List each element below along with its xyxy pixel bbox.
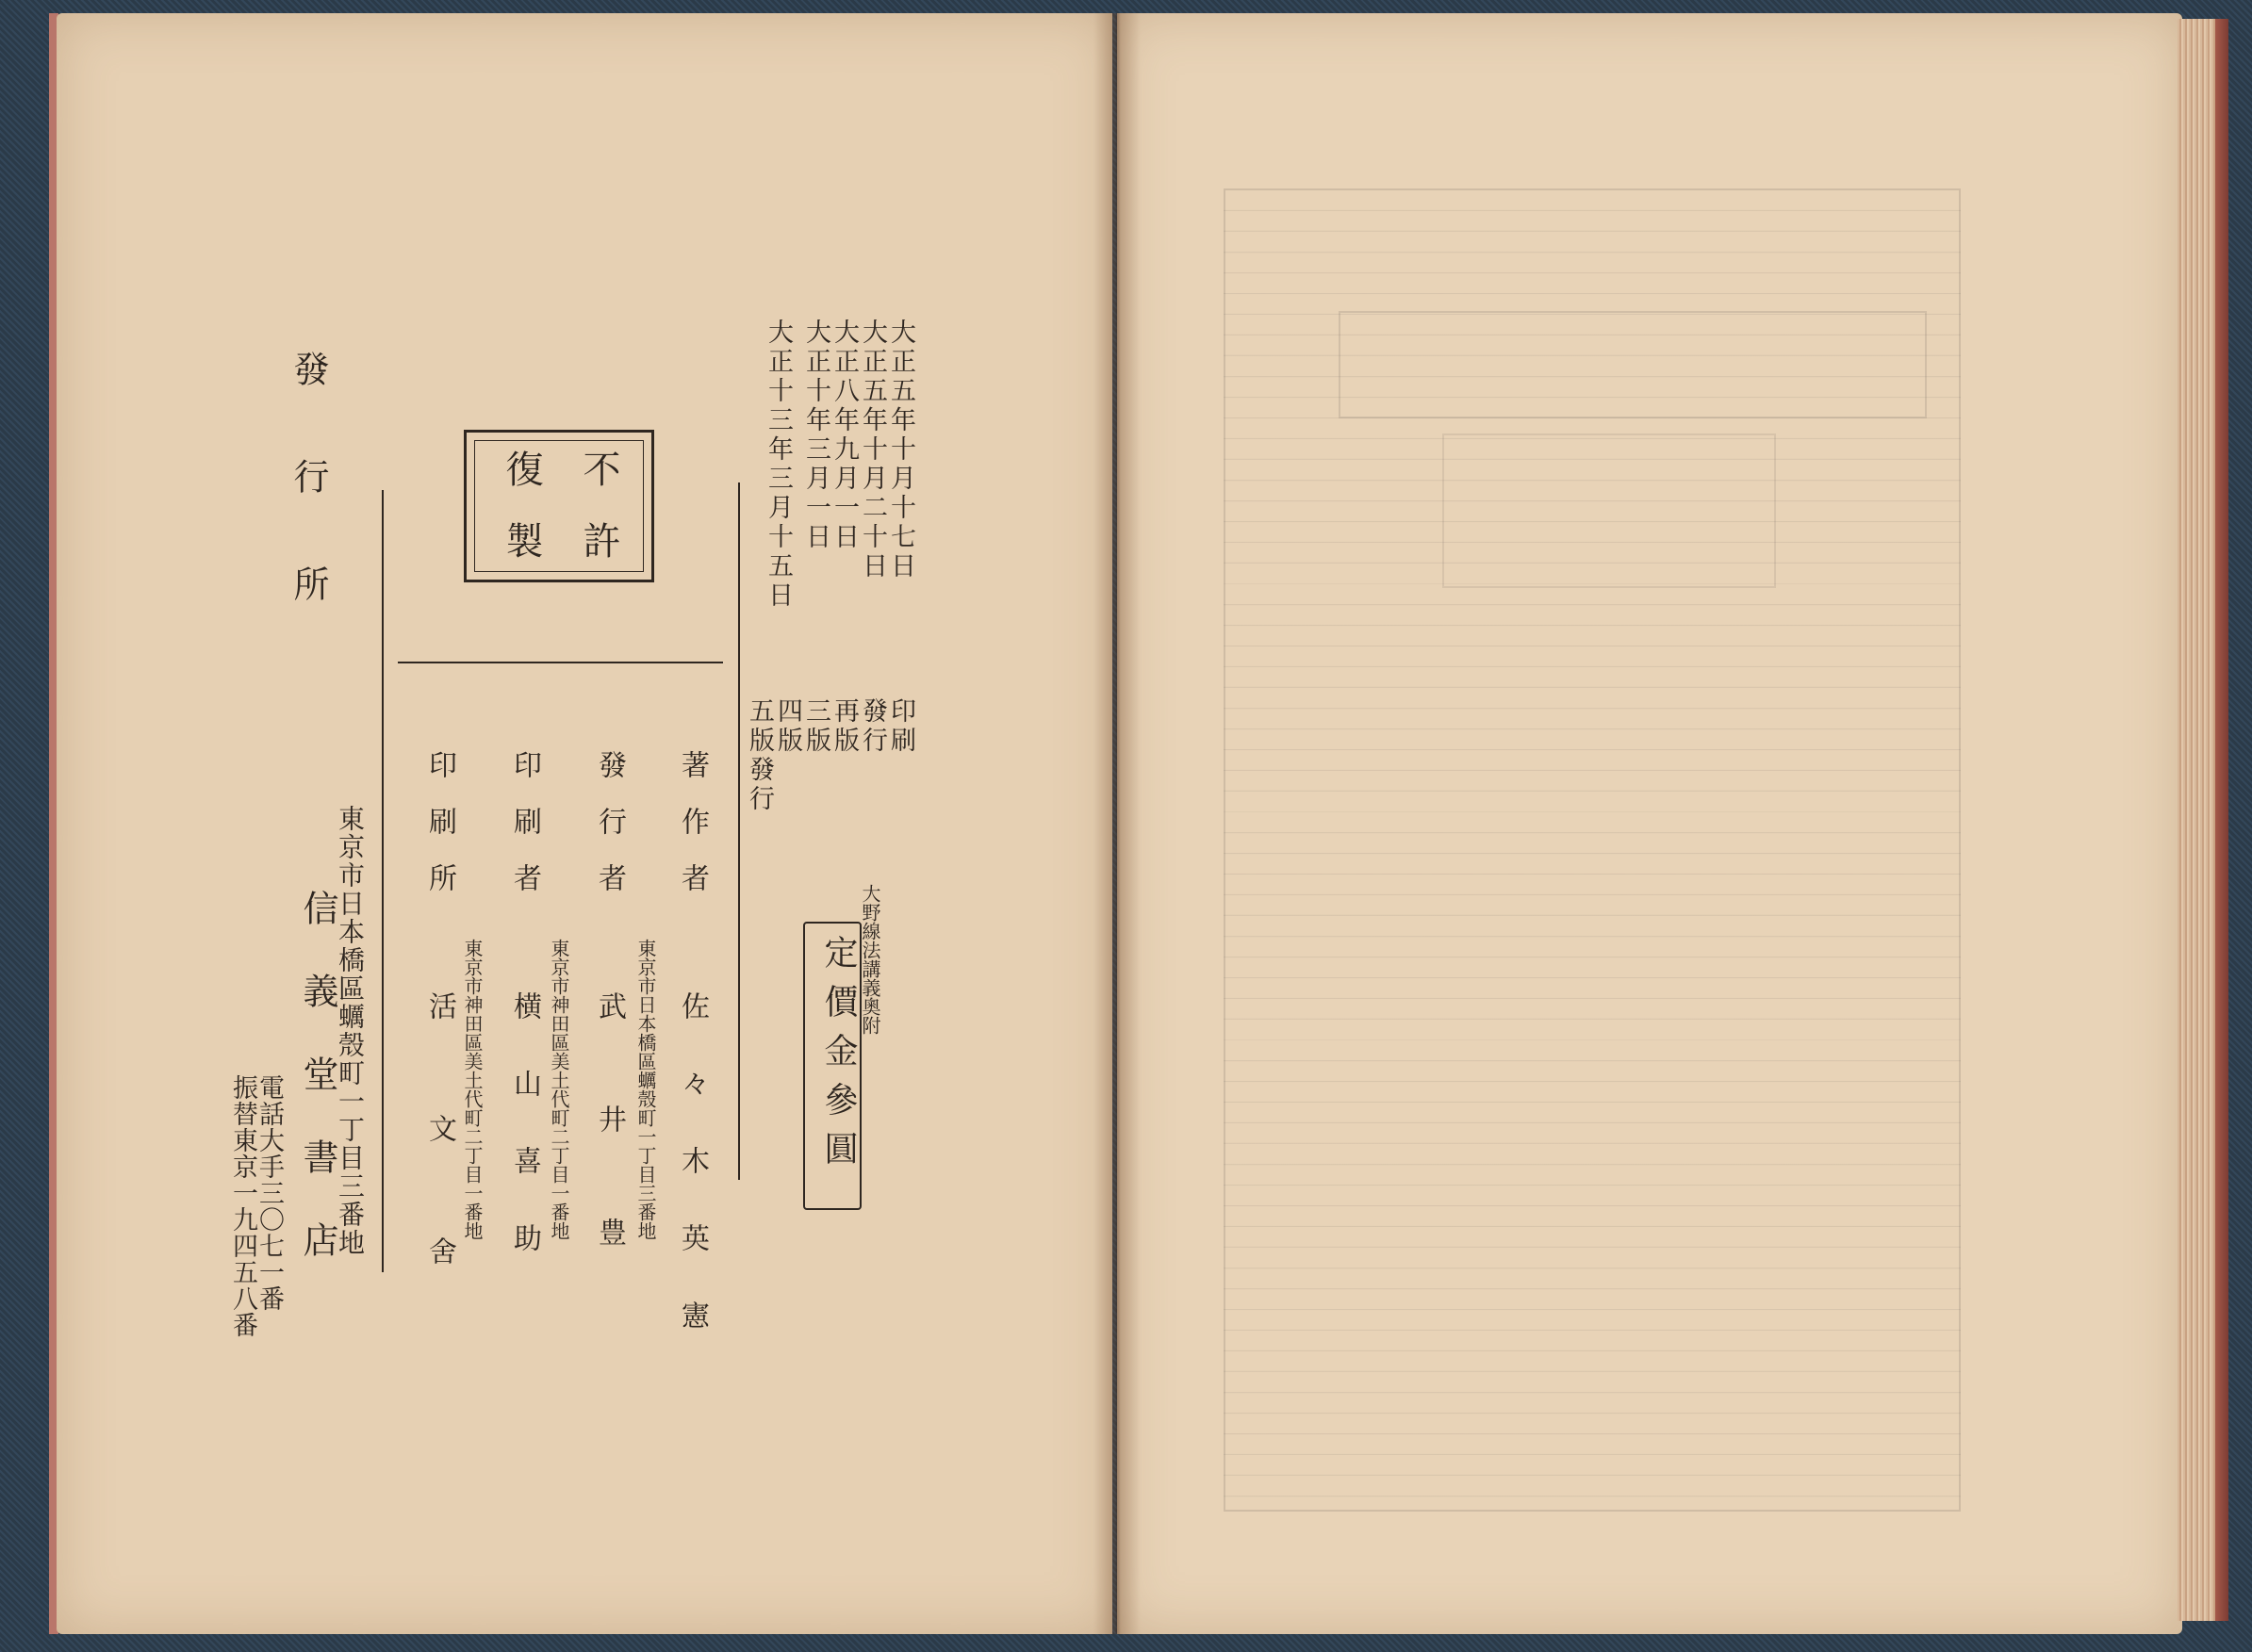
- printer-address: 東京市神田區美土代町二丁目一番地: [461, 939, 484, 1240]
- author-name: 佐々木英憲: [676, 991, 709, 1378]
- printshop-label: 印刷所: [423, 750, 456, 920]
- bleed-through-title-box: [1339, 311, 1927, 418]
- left-vertical-rule: [382, 490, 384, 1272]
- date-line-3: 大正八年九月一日: [830, 319, 859, 552]
- edition-third: 三版: [801, 697, 830, 756]
- date-line-5: 大正十三年三月十五日: [764, 319, 793, 611]
- left-page-colophon: [57, 13, 1112, 1634]
- price-box: [803, 922, 862, 1210]
- stamp-col-2: 復製: [500, 450, 543, 593]
- printer-name: 横山喜助: [508, 991, 541, 1300]
- edition-issue: 發行: [858, 697, 887, 756]
- edition-print: 印刷: [886, 697, 915, 756]
- bleed-through-inner-box: [1442, 433, 1776, 588]
- publisher-name: 武井豊: [593, 991, 626, 1331]
- edition-fourth: 四版: [773, 697, 802, 756]
- edition-fifth: 五版發行: [745, 697, 774, 814]
- publisher-label: 發行者: [593, 750, 626, 920]
- series-note: 大野線法講義奧附: [859, 884, 881, 1035]
- author-label: 著作者: [676, 750, 709, 920]
- author-address: 東京市日本橋區蠣殼町一丁目三番地: [634, 939, 657, 1240]
- publisher-transfer-account: 振替東京一九四五八番: [228, 1074, 257, 1338]
- publisher-address: 東京市神田區美土代町二丁目一番地: [548, 939, 570, 1240]
- page-red-edge: [2215, 19, 2228, 1621]
- date-line-1: 大正五年十月十七日: [886, 319, 915, 581]
- publisher-phone: 電話大手三〇七一番: [255, 1074, 284, 1312]
- publisher-office-name: 信義堂書店: [297, 890, 338, 1304]
- printshop-name: 活文舍: [423, 991, 456, 1359]
- no-reprint-stamp: [464, 430, 654, 593]
- middle-horizontal-rule: [398, 662, 723, 663]
- right-vertical-rule: [738, 483, 740, 1180]
- publisher-office-address: 東京市日本橋區蠣殼町一丁目三番地: [335, 805, 366, 1257]
- book-gutter: [1093, 13, 1141, 1634]
- date-line-2: 大正五年十月二十日: [858, 319, 887, 581]
- printer-label: 印刷者: [508, 750, 541, 920]
- stamp-col-1: 不許: [577, 450, 620, 593]
- hakkosho-header: 發行所: [288, 351, 329, 673]
- price-label: 定價金參圓: [819, 935, 858, 1180]
- edition-second: 再版: [830, 697, 859, 756]
- date-line-4: 大正十年三月一日: [801, 319, 830, 552]
